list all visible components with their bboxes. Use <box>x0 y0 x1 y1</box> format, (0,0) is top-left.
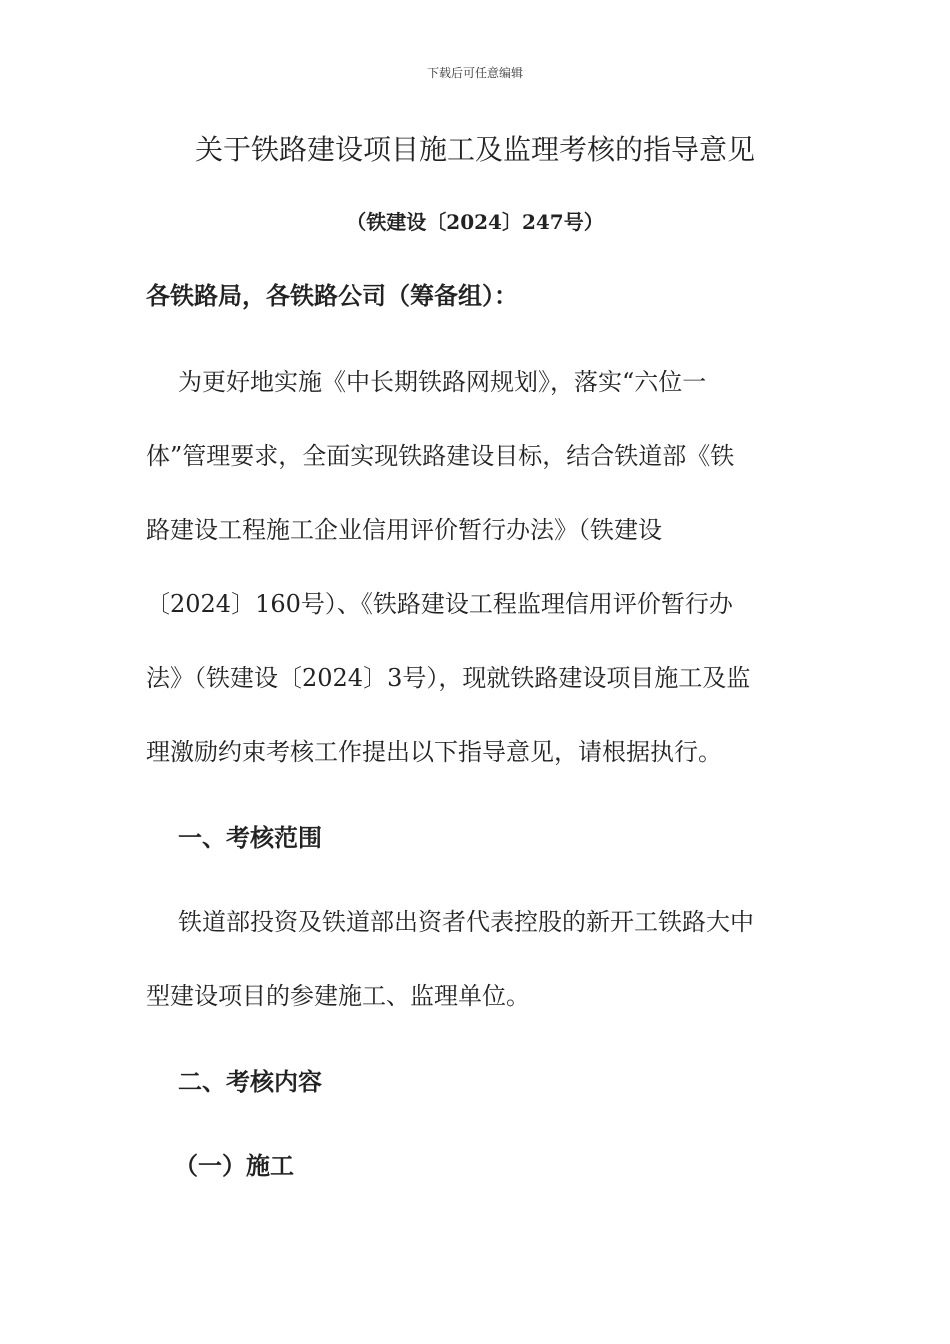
section-heading-scope: 一、考核范围 <box>178 823 322 852</box>
intro-line-5: 法》（铁建设〔2024〕3号），现就铁路建设项目施工及监 <box>146 664 751 692</box>
intro-line-2: 体”管理要求，全面实现铁路建设目标，结合铁道部《铁 <box>146 442 735 470</box>
intro-line-4: 〔2024〕160号）、《铁路建设工程监理信用评价暂行办 <box>146 590 733 618</box>
intro-line-3: 路建设工程施工企业信用评价暂行办法》（铁建设 <box>146 516 662 544</box>
document-number: （铁建设〔2024〕247号） <box>346 210 604 234</box>
scope-line-1: 铁道部投资及铁道部出资者代表控股的新开工铁路大中 <box>178 908 754 936</box>
scope-line-2: 型建设项目的参建施工、监理单位。 <box>146 982 530 1010</box>
intro-line-1: 为更好地实施《中长期铁路网规划》，落实“六位一 <box>178 368 707 396</box>
document-title: 关于铁路建设项目施工及监理考核的指导意见 <box>194 133 755 166</box>
header-note: 下载后可任意编辑 <box>426 66 523 80</box>
intro-line-6: 理激励约束考核工作提出以下指导意见，请根据执行。 <box>146 738 722 766</box>
subheading-construction: （一）施工 <box>174 1151 294 1180</box>
addressee: 各铁路局，各铁路公司（筹备组）： <box>146 281 518 310</box>
section-heading-content: 二、考核内容 <box>178 1067 322 1096</box>
